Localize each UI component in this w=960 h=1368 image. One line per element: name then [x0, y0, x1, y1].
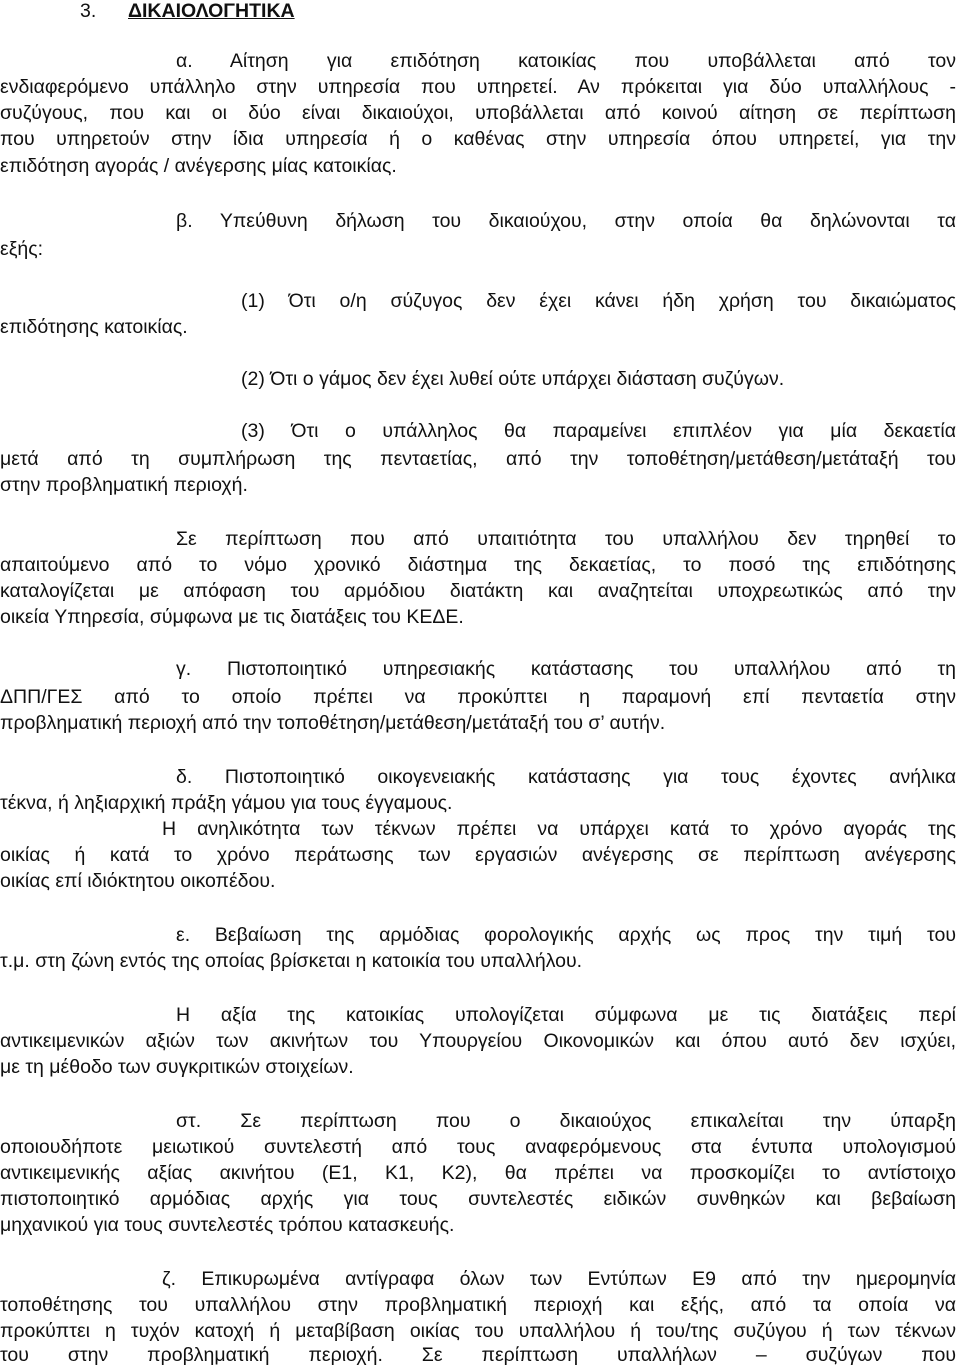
paragraph-line: ΔΠΠ/ΓΕΣ από το οποίο πρέπει να προκύπτει η παραμονή επί πενταετία στην	[0, 686, 956, 708]
paragraph-line: προκύπτει η τυχόν κατοχή ή μεταβίβαση οικίας του υπαλλήλου ή του/της συζύγου ή των τέκνων	[0, 1320, 956, 1342]
paragraph-line: που υπηρετούν στην ίδια υπηρεσία ή ο καθένας στην υπηρεσία όπου υπηρετεί, για την	[0, 128, 956, 150]
paragraph-line: συζύγους, που και οι δύο είναι δικαιούχοι, υποβάλλεται από κοινού αίτηση σε περίπτωση	[0, 102, 956, 124]
paragraph-line: απαιτούμενο από το νόμο χρονικό διάστημα της δεκαετίας, το ποσό της επιδότησης	[0, 554, 956, 576]
paragraph-line: οποιουδήποτε μειωτικού συντελεστή από τους αναφερόμενους στα έντυπα υπολογισμού	[0, 1136, 956, 1158]
paragraph-line: Σε περίπτωση που από υπαιτιότητα του υπαλλήλου δεν τηρηθεί το	[176, 528, 956, 550]
paragraph-line: μετά από τη συμπλήρωση της πενταετίας, από την τοποθέτηση/μετάθεση/μετάταξή του	[0, 448, 956, 470]
paragraph-line: δ. Πιστοποιητικό οικογενειακής κατάστασης για τους έχοντες ανήλικα	[176, 766, 956, 788]
section-heading	[0, 0, 960, 24]
paragraph-line: γ. Πιστοποιητικό υπηρεσιακής κατάστασης του υπαλλήλου από τη	[176, 658, 956, 680]
paragraph-line: β. Υπεύθυνη δήλωση του δικαιούχου, στην οποία θα δηλώνονται τα	[176, 210, 956, 232]
paragraph-line: ζ. Επικυρωμένα αντίγραφα όλων των Εντύπων Ε9 από την ημερομηνία	[162, 1268, 956, 1290]
paragraph-line: Η αξία της κατοικίας υπολογίζεται σύμφωνα με τις διατάξεις περί	[176, 1004, 956, 1026]
paragraph-line: (3) Ότι ο υπάλληλος θα παραμείνει επιπλέον για μία δεκαετία	[241, 420, 956, 442]
paragraph-line: (2) Ότι ο γάμος δεν έχει λυθεί ούτε υπάρχει διάσταση συζύγων.	[241, 368, 785, 390]
paragraph-line: τέκνα, ή ληξιαρχική πράξη γάμου για τους έγγαμους.	[0, 792, 453, 814]
paragraph-line: οικίας επί ιδιόκτητου οικοπέδου.	[0, 870, 276, 892]
paragraph-line: τοποθέτησης του υπαλλήλου στην προβληματική περιοχή και εξής, από τα οποία να	[0, 1294, 956, 1316]
paragraph-line: ενδιαφερόμενο υπάλληλο στην υπηρεσία που υπηρετεί. Αν πρόκειται για δύο υπαλλήλους -	[0, 76, 956, 98]
section-title: ΔΙΚΑΙΟΛΟΓΗΤΙΚΑ	[128, 0, 295, 22]
paragraph-line: (1) Ότι ο/η σύζυγος δεν έχει κάνει ήδη χρήση του δικαιώματος	[241, 290, 956, 312]
section-number: 3.	[80, 0, 97, 22]
paragraph-line: του στην προβληματική περιοχή. Σε περίπτωση υπαλλήλων – συζύγων που	[0, 1344, 956, 1366]
paragraph-line: α. Αίτηση για επιδότηση κατοικίας που υποβάλλεται από τον	[176, 50, 956, 72]
paragraph-line: αντικειμενικής αξίας ακινήτου (Ε1, Κ1, Κ2), θα πρέπει να προσκομίζει το αντίστοιχο	[0, 1162, 956, 1184]
paragraph-line: μηχανικού για τους συντελεστές τρόπου κατασκευής.	[0, 1214, 455, 1236]
paragraph-line: επιδότησης κατοικίας.	[0, 316, 188, 338]
paragraph-line: επιδότηση αγοράς / ανέγερσης μίας κατοικίας.	[0, 155, 397, 177]
paragraph-line: Η ανηλικότητα των τέκνων πρέπει να υπάρχει κατά το χρόνο αγοράς της	[162, 818, 956, 840]
paragraph-line: με τη μέθοδο των συγκριτικών στοιχείων.	[0, 1056, 354, 1078]
paragraph-line: ε. Βεβαίωση της αρμόδιας φορολογικής αρχής ως προς την τιμή του	[176, 924, 956, 946]
paragraph-line: προβληματική περιοχή από την τοποθέτηση/μετάθεση/μετάταξή του σ’ αυτήν.	[0, 712, 666, 734]
paragraph-line: εξής:	[0, 238, 44, 260]
paragraph-line: στην προβληματική περιοχή.	[0, 474, 248, 496]
paragraph-line: οικίας ή κατά το χρόνο περάτωσης των εργασιών ανέγερσης σε περίπτωση ανέγερσης	[0, 844, 956, 866]
paragraph-line: καταλογίζεται με απόφαση του αρμόδιου διατάκτη και αναζητείται υποχρεωτικώς από την	[0, 580, 956, 602]
paragraph-line: στ. Σε περίπτωση που ο δικαιούχος επικαλείται την ύπαρξη	[176, 1110, 956, 1132]
paragraph-line: πιστοποιητικό αρμόδιας αρχής για τους συντελεστές ειδικών συνθηκών και βεβαίωση	[0, 1188, 956, 1210]
paragraph-line: τ.μ. στη ζώνη εντός της οποίας βρίσκεται η κατοικία του υπαλλήλου.	[0, 950, 583, 972]
paragraph-line: οικεία Υπηρεσία, σύμφωνα με τις διατάξεις του ΚΕΔΕ.	[0, 606, 464, 628]
paragraph-line: αντικειμενικών αξιών των ακινήτων του Υπουργείου Οικονομικών και όπου αυτό δεν ισχύει,	[0, 1030, 956, 1052]
